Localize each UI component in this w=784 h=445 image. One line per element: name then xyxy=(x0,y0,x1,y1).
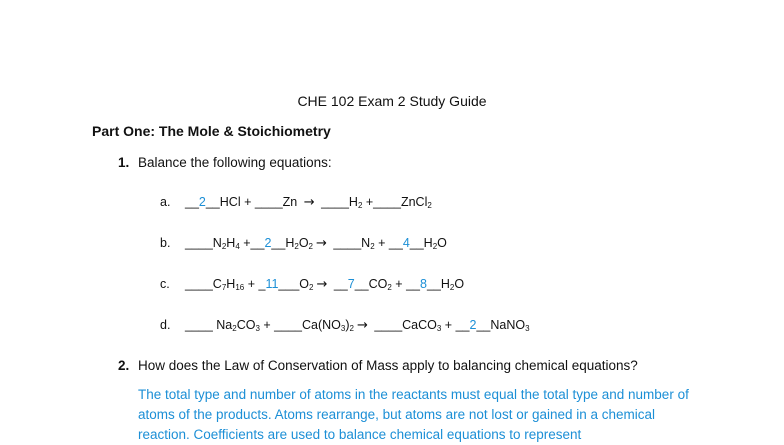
subscript: 2 xyxy=(427,201,432,210)
formula-text: ____N xyxy=(329,236,371,250)
reaction-arrow-icon: → xyxy=(316,236,327,251)
formula-text: ) xyxy=(345,318,350,332)
question-2 xyxy=(118,358,638,373)
formula-text: + __ xyxy=(441,318,470,332)
answer-2-text: The total type and number of atoms in the reactants must equal the total type and number of atoms of the products. Atoms rearrange, but atoms are not lost or gained in a chemical reaction. Coefficients are used to balance chemical equations to represent xyxy=(138,387,689,442)
answer-coefficient: 11 xyxy=(265,277,279,291)
formula-text: CO xyxy=(236,318,256,332)
formula-text: ____ Na xyxy=(185,318,233,332)
formula-text: +____ZnCl xyxy=(362,195,428,209)
formula-text: O xyxy=(437,236,447,250)
subscript: 3 xyxy=(525,324,530,333)
reaction-arrow-icon: → xyxy=(356,318,368,333)
question-text: How does the Law of Conservation of Mass apply to balancing chemical equations? xyxy=(138,358,638,373)
formula-text: + __ xyxy=(391,277,420,291)
part-heading: Part One: The Mole & Stoichiometry xyxy=(92,123,331,139)
answer-coefficient: 7 xyxy=(347,277,355,291)
subscript: 2 xyxy=(349,324,354,333)
answer-coefficient: 2 xyxy=(198,195,206,209)
formula-text: __NaNO xyxy=(476,318,526,332)
question-text: Balance the following equations: xyxy=(138,155,332,170)
subscript: 16 xyxy=(235,283,245,292)
reaction-arrow-icon: → xyxy=(303,195,315,210)
equation-letter: b. xyxy=(160,236,171,250)
subscript: 2 xyxy=(294,242,299,251)
blank: __ xyxy=(185,195,199,209)
answer-coefficient: 2 xyxy=(264,236,272,250)
subscript: 7 xyxy=(221,283,227,292)
formula-text: + _ xyxy=(244,277,266,291)
answer-coefficient: 8 xyxy=(419,277,427,291)
subscript: 4 xyxy=(235,242,240,251)
formula-text: __HCl + ____Zn xyxy=(205,195,301,209)
formula-text: ____CaCO xyxy=(370,318,437,332)
subscript: 2 xyxy=(432,242,438,251)
formula-text: H xyxy=(226,277,236,291)
equation-letter: a. xyxy=(160,195,171,209)
subscript: 2 xyxy=(221,242,227,251)
reaction-arrow-icon: → xyxy=(316,277,328,292)
subscript: 2 xyxy=(232,324,237,333)
subscript: 2 xyxy=(387,283,392,292)
formula-text: __H xyxy=(426,277,450,291)
subscript: 2 xyxy=(308,242,313,251)
equation-b xyxy=(160,236,447,251)
formula-text: __H xyxy=(271,236,295,250)
subscript: 2 xyxy=(370,242,375,251)
subscript: 2 xyxy=(309,283,314,292)
question-number: 2. xyxy=(118,358,130,373)
subscript: 3 xyxy=(436,324,442,333)
formula-text: __CO xyxy=(354,277,388,291)
formula-text: __ xyxy=(330,277,348,291)
equation-c xyxy=(160,277,464,292)
formula-text: ____N xyxy=(185,236,222,250)
subscript: 3 xyxy=(255,324,260,333)
page-title: CHE 102 Exam 2 Study Guide xyxy=(297,93,487,109)
formula-text: H xyxy=(226,236,236,250)
equation-letter: c. xyxy=(160,277,170,291)
formula-text: ____C xyxy=(185,277,222,291)
subscript: 2 xyxy=(449,283,455,292)
answer-coefficient: 4 xyxy=(402,236,410,250)
question-number: 1. xyxy=(118,155,130,170)
formula-text: + __ xyxy=(374,236,403,250)
formula-text: ___O xyxy=(278,277,310,291)
formula-text: O xyxy=(454,277,465,291)
formula-text: __H xyxy=(409,236,433,250)
formula-text: O xyxy=(298,236,309,250)
answer-coefficient: 2 xyxy=(469,318,477,332)
equation-d xyxy=(160,318,530,333)
formula-text: ____H xyxy=(317,195,358,209)
equation-a xyxy=(160,195,432,210)
question-1 xyxy=(118,155,332,170)
subscript: 2 xyxy=(357,201,363,210)
formula-text: + ____Ca(NO xyxy=(259,318,341,332)
subscript: 3 xyxy=(340,324,346,333)
equation-letter: d. xyxy=(160,318,171,332)
formula-text: +__ xyxy=(239,236,265,250)
